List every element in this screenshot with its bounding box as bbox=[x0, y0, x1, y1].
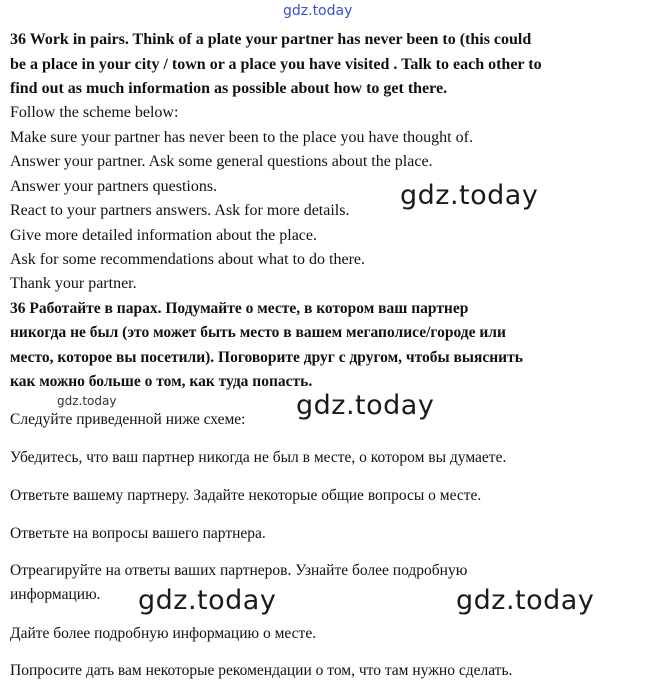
task-heading-en-line3: find out as much information as possible about how to get there. bbox=[10, 80, 448, 97]
task-heading-ru-line2: никогда не был (это может быть место в вашем мегаполисе/городе или bbox=[10, 324, 506, 341]
step-en-5: Give more detailed information about the place. bbox=[10, 227, 317, 244]
step-ru-5: Дайте более подробную информацию о месте. bbox=[10, 625, 317, 642]
task-heading-en-line2: be a place in your city / town or a place you have visited . Talk to each other to bbox=[10, 56, 542, 73]
scheme-intro-ru: Следуйте приведенной ниже схеме: bbox=[10, 411, 246, 428]
step-en-2: Answer your partner. Ask some general questions about the place. bbox=[10, 153, 433, 170]
watermark-4: gdz.today bbox=[138, 585, 277, 616]
watermark-2: gdz.today bbox=[57, 394, 117, 408]
step-ru-4-cont: информацию. bbox=[10, 586, 101, 603]
step-en-4: React to your partners answers. Ask for more details. bbox=[10, 202, 350, 219]
step-ru-2: Ответьте вашему партнеру. Задайте некоторые общие вопросы о месте. bbox=[10, 487, 482, 504]
task-heading-en-line1: 36 Work in pairs. Think of a plate your partner has never been to (this could bbox=[10, 31, 532, 48]
step-en-1: Make sure your partner has never been to the place you have thought of. bbox=[10, 129, 473, 146]
step-ru-4: Отреагируйте на ответы ваших партнеров. Узнайте более подробную bbox=[10, 562, 468, 579]
watermark-5: gdz.today bbox=[456, 585, 595, 616]
watermark-top: gdz.today bbox=[283, 3, 353, 19]
task-heading-ru-line1: 36 Работайте в парах. Подумайте о месте, в котором ваш партнер bbox=[10, 300, 469, 317]
watermark-3: gdz.today bbox=[296, 390, 435, 421]
step-en-7: Thank your partner. bbox=[10, 275, 137, 292]
watermark-1: gdz.today bbox=[400, 180, 539, 211]
step-ru-3: Ответьте на вопросы вашего партнера. bbox=[10, 525, 266, 542]
step-ru-6: Попросите дать вам некоторые рекомендации о том, что там нужно сделать. bbox=[10, 662, 513, 679]
step-ru-1: Убедитесь, что ваш партнер никогда не был в месте, о котором вы думаете. bbox=[10, 449, 507, 466]
task-heading-ru-line3: место, которое вы посетили). Поговорите друг с другом, чтобы выяснить bbox=[10, 349, 523, 366]
step-en-3: Answer your partners questions. bbox=[10, 178, 218, 195]
task-heading-ru-line4: как можно больше о том, как туда попасть. bbox=[10, 373, 313, 390]
step-en-6: Ask for some recommendations about what to do there. bbox=[10, 251, 366, 268]
scheme-intro-en: Follow the scheme below: bbox=[10, 104, 179, 121]
